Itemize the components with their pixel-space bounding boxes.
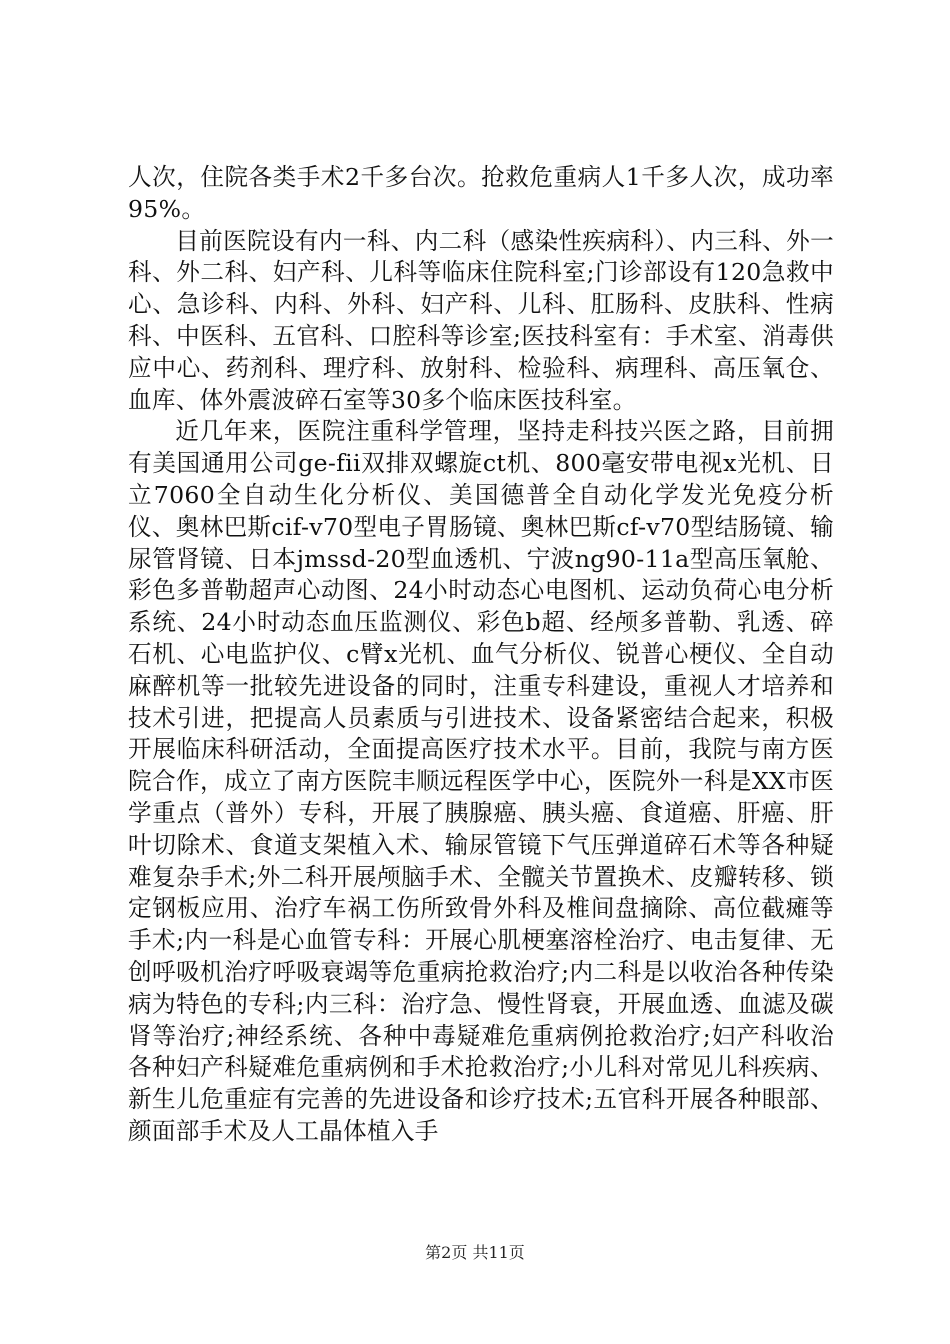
paragraph-3: 近几年来，医院注重科学管理，坚持走科技兴医之路，目前拥有美国通用公司ge-fii双排双螺旋ct机、800毫安带电视x光机、日立7060全自动生化分析仪、美国德普全自动化学发光免疫分析仪、奥林巴斯cif-v70型电子胃肠镜、奥林巴斯cf-v70型结肠镜、输尿管肾镜、日本jmssd-20型血透机、宁波ng90-11a型高压氧舱、彩色多普勒超声心动图、24小时动态心电图机、运动负荷心电分析系统、24小时动态血压监测仪、彩色b超、经颅多普勒、乳透、碎石机、心电监护仪、c臂x光机、血气分析仪、锐普心梗仪、全自动麻醉机等一批较先进设备的同时，注重专科建设，重视人才培养和技术引进，把提高人员素质与引进技术、设备紧密结合起来，积极开展临床科研活动，全面提高医疗技术水平。目前，我院与南方医院合作，成立了南方医院丰顺远程医学中心，医院外一科是XX市医学重点（普外）专科，开展了胰腺癌、胰头癌、食道癌、肝癌、肝叶切除术、食道支架植入术、输尿管镜下气压弹道碎石术等各种疑难复杂手术;外二科开展颅脑手术、全髋关节置换术、皮瓣转移、锁定钢板应用、治疗车祸工伤所致骨外科及椎间盘摘除、高位截瘫等手术;内一科是心血管专科：开展心肌梗塞溶栓治疗、电击复律、无创呼吸机治疗呼吸衰竭等危重病抢救治疗;内二科是以收治各种传染病为特色的专科;内三科：治疗急、慢性肾衰，开展血透、血滤及碳肾等治疗;神经系统、各种中毒疑难危重病例抢救治疗;妇产科收治各种妇产科疑难危重病例和手术抢救治疗;小儿科对常见儿科疾病、新生儿危重症有完善的先进设备和诊疗技术;五官科开展各种眼部、颜面部手术及人工晶体植入手 — [128, 417, 834, 1145]
document-body — [128, 162, 834, 1148]
page-number-footer: 第2页 共11页 — [425, 1243, 525, 1262]
paragraph-1: 人次，住院各类手术2千多台次。抢救危重病人1千多人次，成功率95%。 — [128, 163, 834, 223]
paragraph-2: 目前医院设有内一科、内二科（感染性疾病科）、内三科、外一科、外二科、妇产科、儿科等临床住院科室;门诊部设有120急救中心、急诊科、内科、外科、妇产科、儿科、肛肠科、皮肤科、性病科、中医科、五官科、口腔科等诊室;医技科室有：手术室、消毒供应中心、药剂科、理疗科、放射科、检验科、病理科、高压氧仓、血库、体外震波碎石室等30多个临床医技科室。 — [128, 226, 834, 414]
